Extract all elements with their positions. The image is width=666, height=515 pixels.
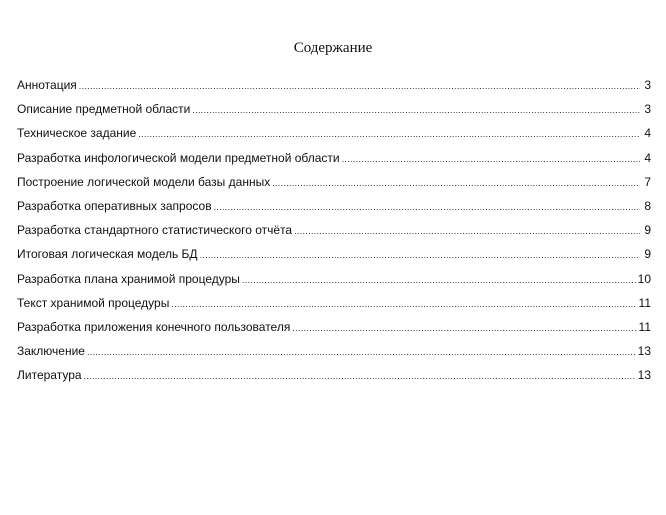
toc-entry[interactable] xyxy=(17,151,651,175)
toc-entry-label: Аннотация xyxy=(17,78,77,92)
toc-entry-page: 9 xyxy=(644,247,651,262)
toc-entry-label: Разработка стандартного статистического отчёта xyxy=(17,223,293,238)
toc-entry-page: 8 xyxy=(644,198,651,213)
toc-entry-page: 9 xyxy=(644,223,651,238)
toc-entry-page: 4 xyxy=(644,150,651,165)
toc-entry[interactable] xyxy=(17,175,651,199)
toc-entry[interactable] xyxy=(17,296,651,320)
toc-dot-leader xyxy=(242,275,636,285)
toc-entry-label: Разработка инфологической модели предметной области xyxy=(17,150,340,165)
toc-entry-page: 11 xyxy=(638,319,651,334)
toc-entry[interactable] xyxy=(17,344,651,368)
toc-entry-label: Итоговая логическая модель БД xyxy=(17,247,198,262)
toc-entry[interactable] xyxy=(17,272,651,296)
toc-entry[interactable] xyxy=(17,247,651,271)
toc-dot-leader xyxy=(171,299,636,309)
toc-dot-leader xyxy=(192,105,640,115)
toc-entry-label: Построение логической модели базы данных xyxy=(17,174,271,189)
toc-entry-page: 10 xyxy=(637,271,651,286)
toc-entry[interactable] xyxy=(17,102,651,126)
toc-entry-page: 4 xyxy=(644,126,651,141)
toc-dot-leader xyxy=(79,81,640,91)
toc-entry[interactable] xyxy=(17,223,651,247)
toc-entry-label: Описание предметной области xyxy=(17,102,191,117)
toc-entry-page: 13 xyxy=(637,368,651,383)
toc-dot-leader xyxy=(87,347,636,357)
toc-title: Содержание xyxy=(293,40,373,56)
toc-entry-page: 3 xyxy=(644,102,651,117)
toc-dot-leader xyxy=(294,226,640,236)
toc-dot-leader xyxy=(342,154,640,164)
toc-entry[interactable] xyxy=(17,78,651,102)
toc-entry-page: 7 xyxy=(644,174,651,189)
toc-entry-label: Разработка приложения конечного пользователя xyxy=(17,319,291,334)
toc-dot-leader xyxy=(84,371,636,381)
toc-dot-leader xyxy=(200,250,640,260)
toc-entry-page: 3 xyxy=(644,78,651,92)
toc-dot-leader xyxy=(138,129,640,139)
toc-entry[interactable] xyxy=(17,199,651,223)
toc-entry-label: Разработка оперативных запросов xyxy=(17,198,212,213)
toc-entry-label: Литература xyxy=(17,368,82,383)
toc-entry-label: Разработка плана хранимой процедуры xyxy=(17,271,240,286)
toc-entry-page: 11 xyxy=(638,295,651,310)
toc-list xyxy=(17,78,651,392)
toc-entry-label: Текст хранимой процедуры xyxy=(17,295,170,310)
toc-entry-page: 13 xyxy=(637,344,651,359)
toc-entry[interactable] xyxy=(17,320,651,344)
toc-entry-label: Заключение xyxy=(17,344,85,359)
toc-entry-label: Техническое задание xyxy=(17,126,137,141)
toc-dot-leader xyxy=(292,323,636,333)
toc-dot-leader xyxy=(272,178,640,188)
toc-dot-leader xyxy=(214,202,640,212)
toc-entry[interactable] xyxy=(17,368,651,392)
toc-entry[interactable] xyxy=(17,126,651,150)
